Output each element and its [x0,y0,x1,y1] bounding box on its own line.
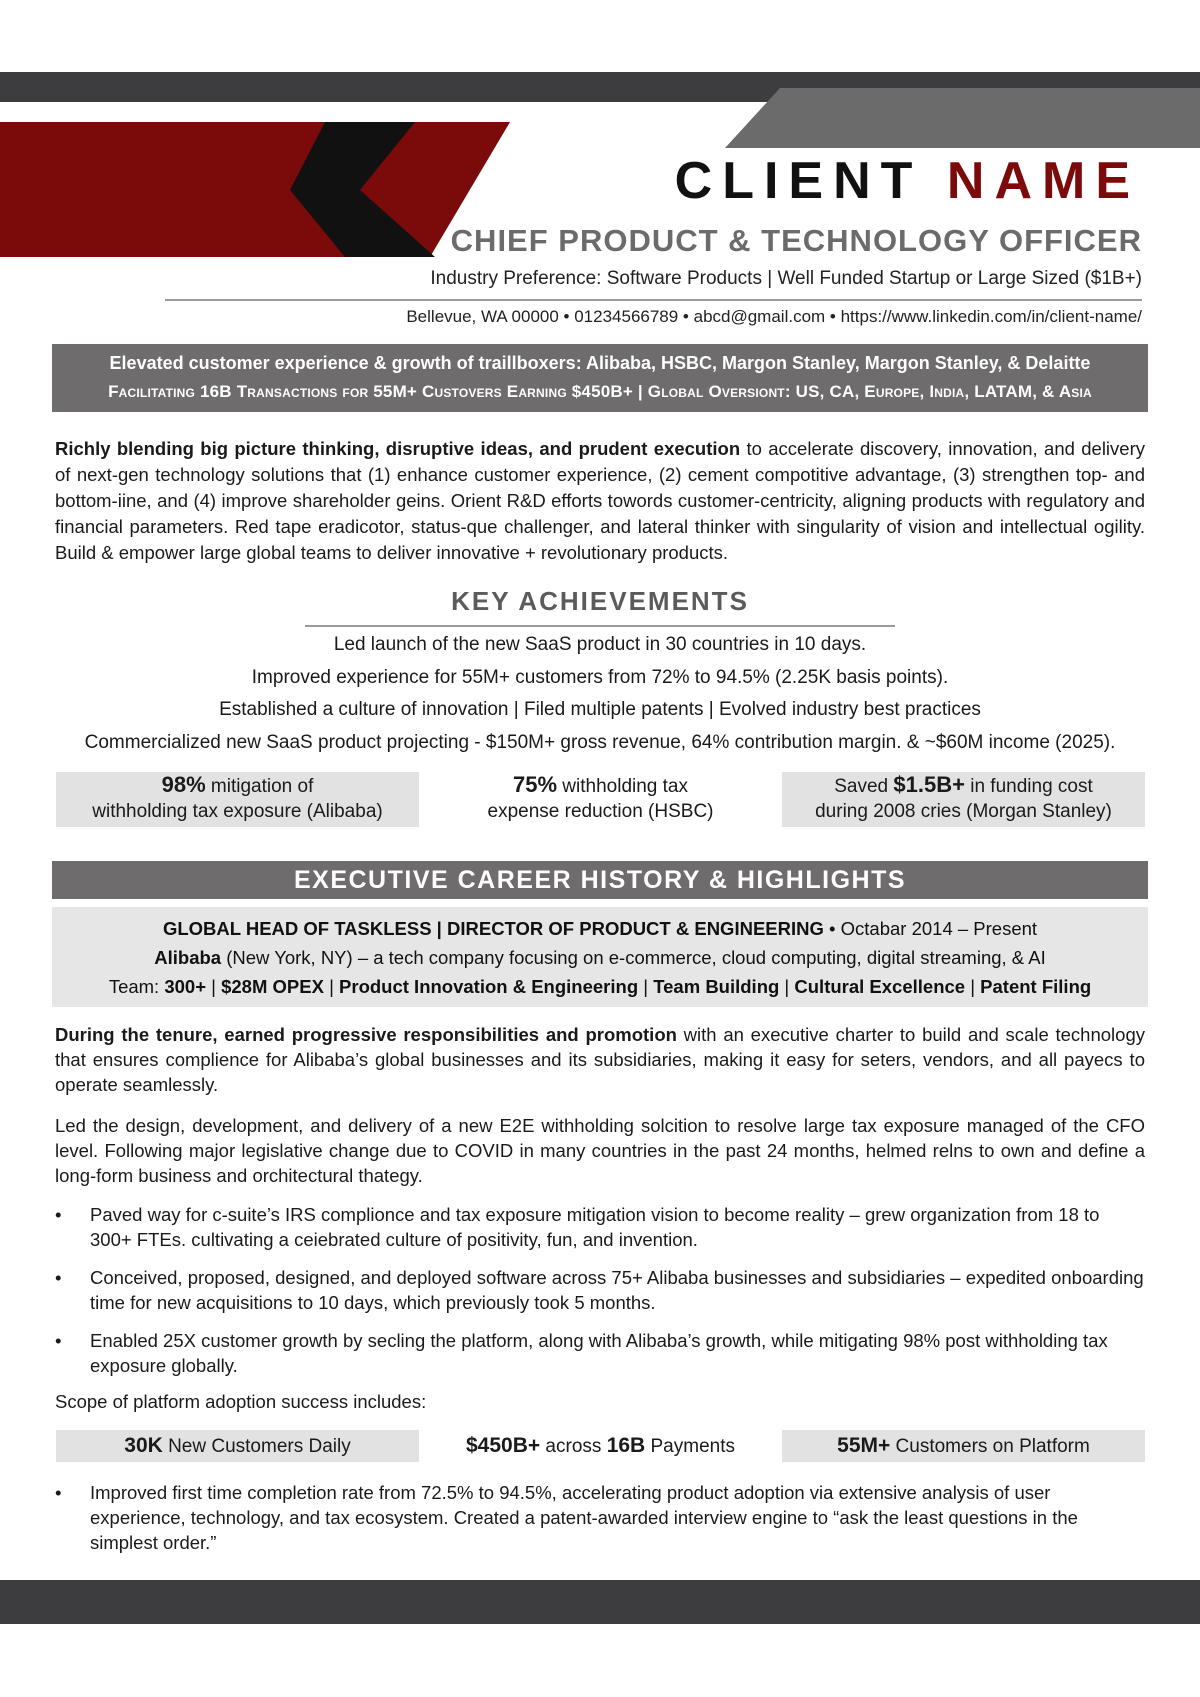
metric-label: New Customers Daily [162,1436,351,1457]
scope-heading: Scope of platform adoption success includes: [55,1391,427,1412]
tenure-lead: During the tenure, earned progressive responsibilities and promotion [55,1024,677,1045]
stat-box-morgan-stanley [782,772,1145,827]
team-label: Team: [108,976,165,997]
header-red-graphic [0,122,520,257]
separator: | [965,976,981,997]
stat-label: withholding tax exposure (Alibaba) [92,801,383,822]
separator: | [638,976,654,997]
banner-line-1: Elevated customer experience & growth of traillboxers: Alibaba, HSBC, Margon Stanley, Margon Stanley, & Delaitte [109,353,1091,373]
role-summary-box [52,907,1148,1007]
bullet-marker: • [55,1267,62,1288]
banner-line-2: Facilitating 16B Transactions for 55M+ Custovers Earning $450B+ | Global Oversiont: US, CA, Europe, India, LATAM, & Asia [108,382,1092,401]
achievement-line: Improved experience for 55M+ customers from 72% to 94.5% (2.25K basis points). [251,667,949,688]
metric-value: 30K [124,1434,163,1457]
summary-lead: Richly blending big picture thinking, disruptive ideas, and prudent execution [55,438,741,459]
bullet-item [55,1265,1145,1315]
bullet-marker: • [55,1330,62,1351]
team-item: Team Building [653,976,780,997]
bottom-dark-bar [0,1580,1200,1624]
achievement-line: Led launch of the new SaaS product in 30 countries in 10 days. [333,634,867,655]
stat-label: in funding cost [964,776,1093,797]
stat-label: withholding tax [557,776,688,797]
stat-value: $1.5B+ [893,772,965,797]
bullet-text: Enabled 25X customer growth by secling the platform, along with Alibaba’s growth, while mitigating 98% post withholding tax exposure globally. [90,1330,1108,1376]
team-item: Patent Filing [980,976,1092,997]
achievement-bullets [55,1202,1145,1378]
metric-value: 16B [606,1434,646,1457]
bullet-marker: • [55,1204,62,1225]
team-line [52,972,1148,1001]
role-title: GLOBAL HEAD OF TASKLESS | DIRECTOR OF PRODUCT & ENGINEERING [162,918,824,939]
key-achievements-divider [305,625,895,627]
stat-value: 98% [161,772,206,797]
separator: | [779,976,795,997]
first-name: CLIENT [674,152,923,210]
achievement-line: Established a culture of innovation | Filed multiple patents | Evolved industry best practices [219,699,981,720]
key-achievements-title: KEY ACHIEVEMENTS [451,586,749,616]
profile-summary [55,436,1145,566]
stat-box-hsbc [419,772,782,827]
final-bullets [55,1480,1145,1555]
company-description: (New York, NY) – a tech company focusing on e-commerce, cloud computing, digital streaming, & AI [221,947,1046,968]
metric-new-customers [56,1430,419,1462]
design-paragraph: Led the design, development, and delivery of a new E2E withholding solcition to resolve large tax exposure managed of the CFO level. Following major legislative change due to COVID in many countries in the past 24 months, helmed relns to own and define a long-form business and orchitectural thategy. [55,1115,1145,1186]
company-name: Alibaba [154,947,222,968]
team-item: 300+ [164,976,207,997]
value-banner [52,344,1148,412]
header-grey-wedge [725,88,1200,148]
bullet-text: Paved way for c-suite’s IRS complionce and tax exposure mitigation vision to become reality – grew organization from 18 to 300+ FTEs. cultivating a ceiebrated culture of positivity, fun, and invention. [90,1204,1100,1250]
industry-preference: Industry Preference: Software Products | Well Funded Startup or Large Sized ($1B+) [430,268,1142,289]
bullet-item [55,1328,1145,1378]
metric-value: 55M+ [837,1434,891,1457]
stat-box-alibaba [56,772,419,827]
summary-body: to accelerate discovery, innovation, and delivery of next-gen technology solutions that (1) enhance customer experience, (2) cement compotitive advantage, (3) strengthen top- and bottom-iine, and (4) improve shareholder geins. Orient R&D efforts towords customer-centricity, aligning products with regulatory and financial parameters. Red tape eradicotor, status-que challenger, and lateral thinker with singularity of vision and intellectual ogility. Build & empower large global teams to deliver innovative + revolutionary products. [55,438,1145,563]
role-dates: • Octabar 2014 – Present [823,918,1038,939]
metric-payments [419,1430,782,1462]
bullet-text: Improved first time completion rate from 72.5% to 94.5%, accelerating product adoption via extensive analysis of user experience, technology, and tax ecosystem. Created a patent-awarded interview engine to “ask the least questions in the simplest order.” [90,1482,1078,1553]
stat-label: during 2008 cries (Morgan Stanley) [815,801,1112,822]
stat-label: expense reduction (HSBC) [487,801,714,822]
last-name: NAME [946,152,1140,210]
bullet-item [55,1202,1145,1252]
client-name [674,152,1140,210]
separator: | [323,976,340,997]
bullet-marker: • [55,1482,62,1503]
bullet-text: Conceived, proposed, designed, and deployed software across 75+ Alibaba businesses and subsidiaries – expedited onboarding time for new acquisitions to 10 days, which previously took 5 months. [90,1267,1144,1313]
header-divider [165,299,1142,301]
metric-label: Customers on Platform [890,1436,1090,1457]
metric-customers-on-platform [782,1430,1145,1462]
metric-value: $450B+ [466,1434,541,1457]
contact-line: Bellevue, WA 00000 • 01234566789 • abcd@gmail.com • https://www.linkedin.com/in/client-name/ [406,307,1142,326]
bullet-item [55,1480,1145,1555]
metric-label: across [540,1436,607,1457]
stat-label: mitigation of [205,776,314,797]
team-item: Product Innovation & Engineering [339,976,639,997]
tenure-paragraph [55,1022,1145,1097]
team-item: $28M OPEX [221,976,324,997]
stat-label: Saved [834,776,894,797]
stat-value: 75% [512,772,558,797]
team-item: Cultural Excellence [794,976,966,997]
metric-label: Payments [645,1436,735,1457]
tenure-body: with an executive charter to build and scale technology that ensures complience for Alibaba’s global businesses and its subsidiaries, making it easy for seters, vendors, and all payecs to operate seamlessly. [55,1024,1145,1095]
achievement-line: Commercialized new SaaS product projecting - $150M+ gross revenue, 64% contribution margin. & ~$60M income (2025). [84,732,1116,753]
separator: | [206,976,222,997]
career-history-title: EXECUTIVE CAREER HISTORY & HIGHLIGHTS [52,861,1148,899]
job-title: CHIEF PRODUCT & TECHNOLOGY OFFICER [450,223,1142,258]
